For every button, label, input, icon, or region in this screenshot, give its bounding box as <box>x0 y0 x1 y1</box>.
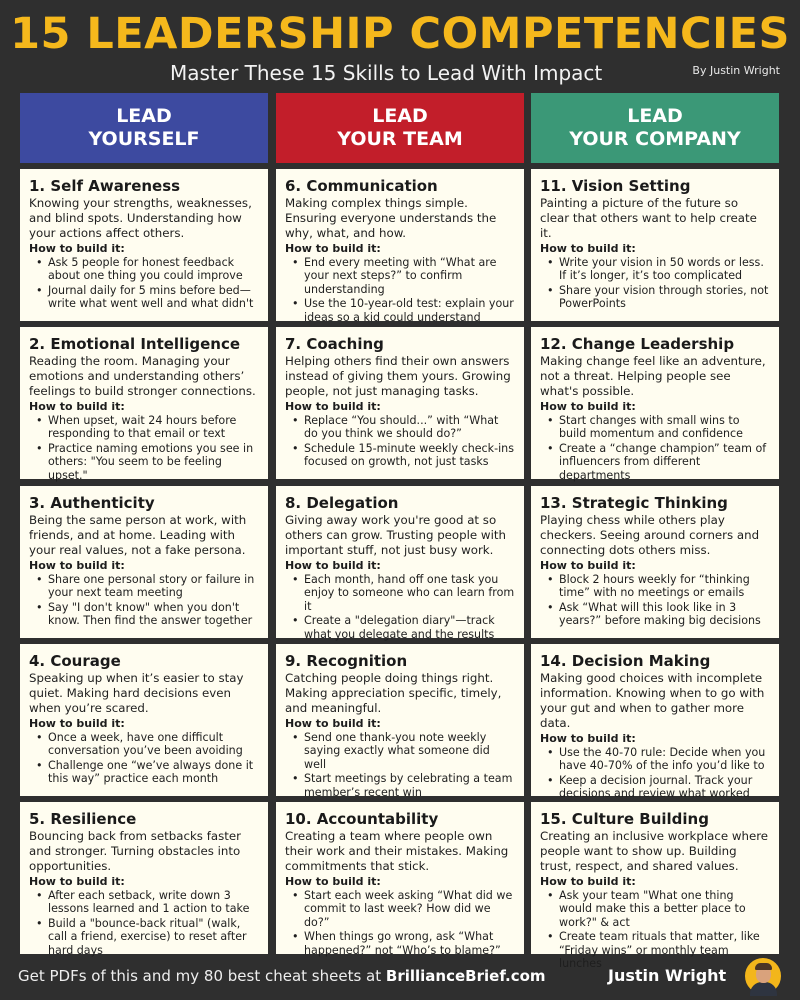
tip-item: • Share one personal story or failure in your next team meeting <box>29 573 259 600</box>
competency-title: 14. Decision Making <box>540 652 711 670</box>
tip-item: • Create team rituals that matter, like “Friday wins” or monthly team lunches <box>540 930 770 970</box>
tips-list <box>540 746 770 801</box>
how-to-build-label: How to build it: <box>285 400 381 413</box>
footer-promo <box>18 966 546 986</box>
tip-item: • Share your vision through stories, not PowerPoints <box>540 284 770 311</box>
tip-item: • Each month, hand off one task you enjoy to someone who can learn from it <box>285 573 515 613</box>
competency-description: Giving away work you're good at so others can grow. Trusting people with important stuff, not just busy work. <box>285 513 506 557</box>
competency-card <box>20 644 268 796</box>
competency-card <box>531 169 779 321</box>
competency-card <box>531 486 779 638</box>
tip-item: • Keep a decision journal. Track your decisions and review what worked <box>540 774 770 801</box>
competency-card <box>276 486 524 641</box>
tip-item: • Start meetings by celebrating a team member’s recent win <box>285 772 515 799</box>
competency-title: 1. Self Awareness <box>29 177 181 195</box>
tips-list <box>285 414 515 469</box>
tip-item: • Ask your team "What one thing would make this a better place to work?" & act <box>540 889 770 929</box>
tips-list <box>29 256 259 311</box>
competency-card <box>276 802 524 957</box>
competency-description: Painting a picture of the future so clear that others want to help create it. <box>540 196 757 240</box>
tips-list <box>29 573 259 628</box>
competency-card <box>20 486 268 638</box>
tips-list <box>540 889 770 970</box>
competency-description: Making change feel like an adventure, not a threat. Helping people see what's possible. <box>540 354 766 398</box>
tips-list <box>540 573 770 628</box>
competency-title: 8. Delegation <box>285 494 399 512</box>
competency-card <box>20 327 268 482</box>
how-to-build-label: How to build it: <box>285 875 381 888</box>
competency-description: Bouncing back from setbacks faster and stronger. Turning obstacles into opportunities. <box>29 829 241 873</box>
competency-title: 13. Strategic Thinking <box>540 494 728 512</box>
tips-list <box>540 256 770 311</box>
tip-item: • When upset, wait 24 hours before responding to that email or text <box>29 414 259 441</box>
competency-description: Speaking up when it’s easier to stay quiet. Making hard decisions even when you’re scared. <box>29 671 244 715</box>
how-to-build-label: How to build it: <box>285 559 381 572</box>
competency-title: 6. Communication <box>285 177 438 195</box>
competency-card <box>20 802 268 957</box>
competency-card <box>276 169 524 324</box>
tip-item: • Block 2 hours weekly for “thinking time” with no meetings or emails <box>540 573 770 600</box>
tip-item: • Create a "delegation diary"—track what you delegate and the results <box>285 614 515 641</box>
competency-description: Helping others find their own answers instead of giving them yours. Growing people, not just managing tasks. <box>285 354 511 398</box>
tip-item: • Ask “What will this look like in 3 years?” before making big decisions <box>540 601 770 628</box>
tip-item: • Create a “change champion” team of influencers from different departments <box>540 442 770 482</box>
tips-list <box>285 256 515 324</box>
page-subtitle: Master These 15 Skills to Lead With Impact <box>170 61 603 85</box>
competency-title: 9. Recognition <box>285 652 408 670</box>
how-to-build-label: How to build it: <box>285 242 381 255</box>
tips-list <box>285 573 515 641</box>
competency-description: Knowing your strengths, weaknesses, and blind spots. Understanding how your actions affect others. <box>29 196 252 240</box>
how-to-build-label: How to build it: <box>540 732 636 745</box>
how-to-build-label: How to build it: <box>540 875 636 888</box>
tip-item: • Ask 5 people for honest feedback about one thing you could improve <box>29 256 259 283</box>
how-to-build-label: How to build it: <box>285 717 381 730</box>
tip-item: • Write your vision in 50 words or less. If it’s longer, it’s too complicated <box>540 256 770 283</box>
competency-description: Being the same person at work, with friends, and at home. Leading with your real values, not a fake persona. <box>29 513 247 557</box>
footer-author: Justin Wright <box>608 966 727 985</box>
how-to-build-label: How to build it: <box>29 875 125 888</box>
footer-site-link[interactable]: BrillianceBrief.com <box>385 967 546 985</box>
competency-description: Making complex things simple. Ensuring everyone understands the why, what, and how. <box>285 196 497 240</box>
tip-item: • Once a week, have one difficult conversation you’ve been avoiding <box>29 731 259 758</box>
competency-card <box>531 327 779 482</box>
tip-item: • Start each week asking “What did we commit to last week? How did we do?” <box>285 889 515 929</box>
how-to-build-label: How to build it: <box>540 242 636 255</box>
tips-list <box>285 731 515 799</box>
tip-item: • After each setback, write down 3 lessons learned and 1 action to take <box>29 889 259 916</box>
tip-item: • Practice naming emotions you see in others: "You seem to be feeling upset." <box>29 442 259 482</box>
tips-list <box>540 414 770 482</box>
competency-card <box>531 644 779 801</box>
competency-card <box>20 169 268 321</box>
tip-item: • Journal daily for 5 mins before bed—write what went well and what didn't <box>29 284 259 311</box>
column-header-lead-your-team: LEAD YOUR TEAM <box>276 93 524 163</box>
tip-item: • End every meeting with “What are your next steps?” to confirm understanding <box>285 256 515 296</box>
tips-list <box>285 889 515 957</box>
byline: By Justin Wright <box>692 64 780 77</box>
tip-item: • Use the 10-year-old test: explain your ideas so a kid could understand <box>285 297 515 324</box>
competency-title: 7. Coaching <box>285 335 384 353</box>
competency-card <box>531 802 779 971</box>
tips-list <box>29 414 259 482</box>
how-to-build-label: How to build it: <box>540 400 636 413</box>
footer-promo-text: Get PDFs of this and my 80 best cheat sheets at <box>18 967 386 985</box>
competency-title: 12. Change Leadership <box>540 335 735 353</box>
column-header-lead-your-company: LEAD YOUR COMPANY <box>531 93 779 163</box>
how-to-build-label: How to build it: <box>29 400 125 413</box>
competency-title: 5. Resilience <box>29 810 137 828</box>
competency-title: 10. Accountability <box>285 810 439 828</box>
competency-description: Catching people doing things right. Making appreciation specific, timely, and meaningful. <box>285 671 502 715</box>
tip-item: • Challenge one “we’ve always done it this way” practice each month <box>29 759 259 786</box>
competency-card <box>276 327 524 479</box>
tip-item: • Send one thank-you note weekly saying exactly what someone did well <box>285 731 515 771</box>
tip-item: • Replace “You should...” with “What do you think we should do?” <box>285 414 515 441</box>
competency-description: Reading the room. Managing your emotions and understanding others’ feelings to build stronger connections. <box>29 354 256 398</box>
tip-item: • Build a "bounce-back ritual" (walk, call a friend, exercise) to reset after hard days <box>29 917 259 957</box>
competency-title: 4. Courage <box>29 652 121 670</box>
column-header-lead-yourself: LEAD YOURSELF <box>20 93 268 163</box>
competency-description: Making good choices with incomplete information. Knowing when to go with your gut and when to gather more data. <box>540 671 765 730</box>
page-title: 15 LEADERSHIP COMPETENCIES <box>10 9 790 59</box>
competency-description: Playing chess while others play checkers. Seeing around corners and connecting dots others miss. <box>540 513 760 557</box>
how-to-build-label: How to build it: <box>29 717 125 730</box>
competency-title: 2. Emotional Intelligence <box>29 335 241 353</box>
competency-title: 15. Culture Building <box>540 810 709 828</box>
competency-title: 3. Authenticity <box>29 494 155 512</box>
tips-list <box>29 889 259 957</box>
tip-item: • Use the 40-70 rule: Decide when you have 40-70% of the info you’d like to <box>540 746 770 773</box>
tip-item: • Say "I don't know" when you don't know. Then find the answer together <box>29 601 259 628</box>
competency-description: Creating an inclusive workplace where people want to show up. Building trust, respect, and shared values. <box>540 829 769 873</box>
tips-list <box>29 731 259 786</box>
tip-item: • Start changes with small wins to build momentum and confidence <box>540 414 770 441</box>
how-to-build-label: How to build it: <box>29 559 125 572</box>
competency-card <box>276 644 524 799</box>
competency-title: 11. Vision Setting <box>540 177 691 195</box>
how-to-build-label: How to build it: <box>540 559 636 572</box>
author-avatar <box>745 958 781 994</box>
tip-item: • Schedule 15-minute weekly check-ins focused on growth, not just tasks <box>285 442 515 469</box>
how-to-build-label: How to build it: <box>29 242 125 255</box>
tip-item: • When things go wrong, ask “What happened?” not “Who’s to blame?” <box>285 930 515 957</box>
competency-description: Creating a team where people own their work and their mistakes. Making commitments that stick. <box>285 829 509 873</box>
